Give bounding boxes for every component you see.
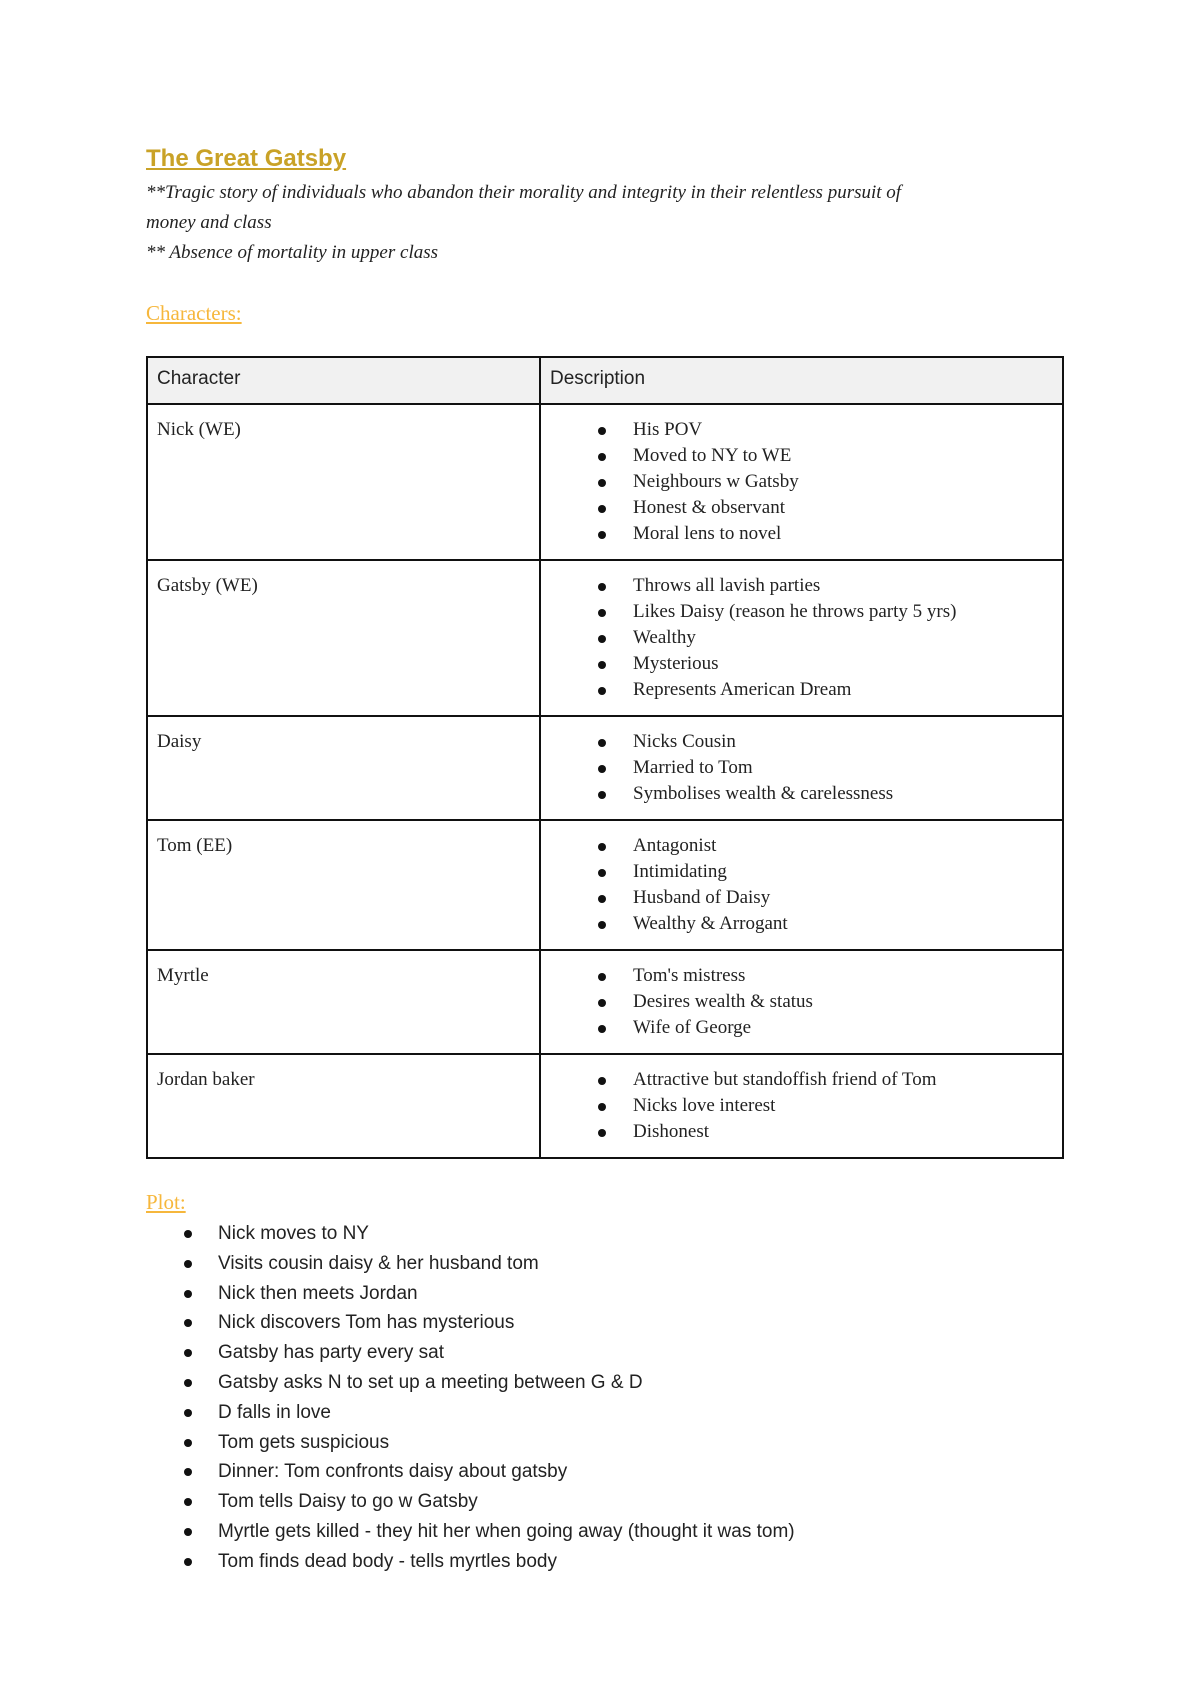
description-item: Attractive but standoffish friend of Tom xyxy=(590,1067,1053,1093)
characters-table xyxy=(146,356,1064,1159)
character-description-cell xyxy=(540,716,1063,820)
description-item: Tom's mistress xyxy=(590,963,1053,989)
description-item: Married to Tom xyxy=(590,755,1053,781)
description-item: Represents American Dream xyxy=(590,677,1053,703)
plot-item: Tom gets suspicious xyxy=(184,1428,1064,1458)
plot-item: Gatsby asks N to set up a meeting between G & D xyxy=(184,1368,1064,1398)
description-list xyxy=(550,729,1053,807)
character-description-cell xyxy=(540,560,1063,716)
characters-heading: Characters: xyxy=(146,301,242,325)
character-name-cell: Nick (WE) xyxy=(147,404,540,560)
description-item: Dishonest xyxy=(590,1119,1053,1145)
description-item: Antagonist xyxy=(590,833,1053,859)
description-item: Wife of George xyxy=(590,1015,1053,1041)
document-subtitle xyxy=(146,178,1064,268)
description-list xyxy=(550,963,1053,1041)
character-description-cell xyxy=(540,950,1063,1054)
plot-item: Tom finds dead body - tells myrtles body xyxy=(184,1547,1064,1577)
description-item: Desires wealth & status xyxy=(590,989,1053,1015)
description-item: Husband of Daisy xyxy=(590,885,1053,911)
table-row xyxy=(147,820,1063,950)
description-item: Wealthy xyxy=(590,625,1053,651)
subtitle-line: **Tragic story of individuals who abandon their morality and integrity in their relentless pursuit of xyxy=(146,182,902,203)
description-item: Mysterious xyxy=(590,651,1053,677)
description-item: His POV xyxy=(590,417,1053,443)
character-description-cell xyxy=(540,820,1063,950)
description-item: Nicks love interest xyxy=(590,1093,1053,1119)
header-description: Description xyxy=(540,357,1063,404)
character-name-cell: Myrtle xyxy=(147,950,540,1054)
description-item: Nicks Cousin xyxy=(590,729,1053,755)
subtitle-line: ** Absence of mortality in upper class xyxy=(146,242,439,263)
description-item: Neighbours w Gatsby xyxy=(590,469,1053,495)
character-name-cell: Daisy xyxy=(147,716,540,820)
plot-item: Tom tells Daisy to go w Gatsby xyxy=(184,1487,1064,1517)
description-list xyxy=(550,833,1053,937)
table-row xyxy=(147,404,1063,560)
header-character: Character xyxy=(147,357,540,404)
plot-item: Visits cousin daisy & her husband tom xyxy=(184,1249,1064,1279)
plot-item: Nick discovers Tom has mysterious xyxy=(184,1308,1064,1338)
description-item: Symbolises wealth & carelessness xyxy=(590,781,1053,807)
plot-item: Gatsby has party every sat xyxy=(184,1338,1064,1368)
plot-item: Nick then meets Jordan xyxy=(184,1279,1064,1309)
plot-heading: Plot: xyxy=(146,1190,186,1214)
description-item: Moral lens to novel xyxy=(590,521,1053,547)
character-name-cell: Tom (EE) xyxy=(147,820,540,950)
plot-list xyxy=(146,1219,1064,1577)
document-title: The Great Gatsby xyxy=(146,145,347,172)
subtitle-line: money and class xyxy=(146,212,272,233)
description-item: Intimidating xyxy=(590,859,1053,885)
character-name-cell: Gatsby (WE) xyxy=(147,560,540,716)
table-row xyxy=(147,716,1063,820)
plot-item: D falls in love xyxy=(184,1398,1064,1428)
description-item: Moved to NY to WE xyxy=(590,443,1053,469)
description-item: Likes Daisy (reason he throws party 5 yrs) xyxy=(590,599,1053,625)
character-name-cell: Jordan baker xyxy=(147,1054,540,1158)
plot-item: Dinner: Tom confronts daisy about gatsby xyxy=(184,1457,1064,1487)
character-description-cell xyxy=(540,1054,1063,1158)
description-list xyxy=(550,573,1053,703)
table-row xyxy=(147,950,1063,1054)
description-item: Throws all lavish parties xyxy=(590,573,1053,599)
character-description-cell xyxy=(540,404,1063,560)
description-list xyxy=(550,417,1053,547)
description-item: Honest & observant xyxy=(590,495,1053,521)
plot-item: Nick moves to NY xyxy=(184,1219,1064,1249)
document-body xyxy=(146,144,1064,1577)
characters-table-body xyxy=(147,404,1063,1158)
table-row xyxy=(147,1054,1063,1158)
table-row xyxy=(147,560,1063,716)
table-header-row xyxy=(147,357,1063,404)
plot-item: Myrtle gets killed - they hit her when going away (thought it was tom) xyxy=(184,1517,1064,1547)
description-item: Wealthy & Arrogant xyxy=(590,911,1053,937)
description-list xyxy=(550,1067,1053,1145)
